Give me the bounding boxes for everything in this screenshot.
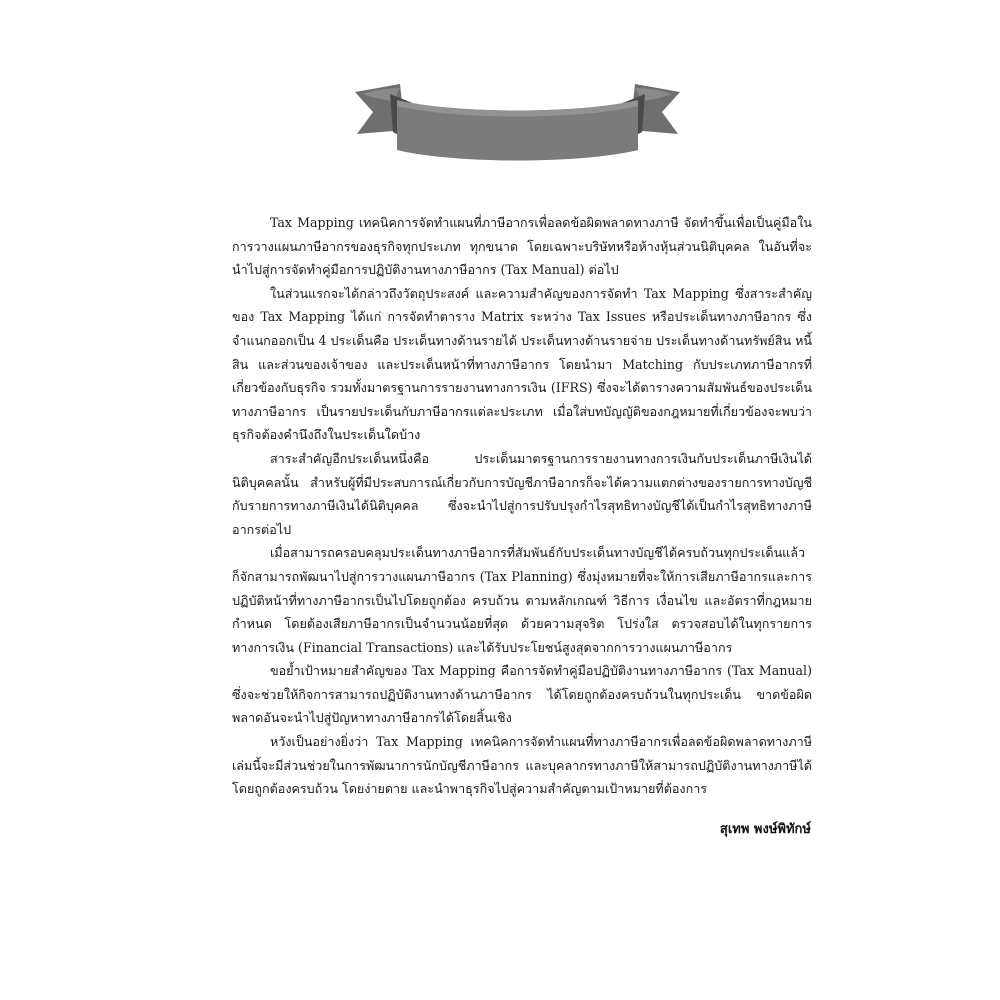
paragraph: สาระสำคัญอีกประเด็นหนึ่งคือ ประเด็นมาตรฐานการรายงานทางการเงินกับประเด็นภาษีเงินได้นิติบุคคลนั้น สำหรับผู้ที่มีประสบการณ์เกี่ยวกับการบัญชีภาษีอากรก็จะได้ความแตกต่างของรายการทางบัญชีกับรายการทางภาษีเงินได้นิติบุคคล ซึ่งจะนำไปสู่การปรับปรุงกำไรสุทธิทางบัญชีได้เป็นกำไรสุทธิทางภาษีอากรต่อไป: [232, 450, 812, 537]
paragraph: ในส่วนแรกจะได้กล่าวถึงวัตถุประสงค์ และความสำคัญของการจัดทำ Tax Mapping ซึ่งสาระสำคัญของ Tax Mapping ได้แก่ การจัดทำตาราง Matrix ระหว่าง Tax Issues หรือประเด็นทางภาษีอากร ซึ่งจำแนกออกเป็น 4 ประเด็นคือ ประเด็นทางด้านรายได้ ประเด็นทางด้านรายจ่าย ประเด็นทางด้านทรัพย์สิน หนี้สิน และส่วนของเจ้าของ และประเด็นหน้าที่ทางภาษีอากร โดยนำมา Matching กับประเภทภาษีอากรที่เกี่ยวข้องกับธุรกิจ รวมทั้งมาตรฐานการรายงานทางการเงิน (IFRS) ซึ่งจะได้ตารางความสัมพันธ์ของประเด็นทางภาษีอากร เป็นรายประเด็นกับภาษีอากรแต่ละประเภท เมื่อใส่บทบัญญัติของกฎหมายที่เกี่ยวข้องจะพบว่า ธุรกิจต้องคำนึงถึงในประเด็นใดบ้าง: [232, 285, 812, 443]
page-title: คำนำ: [135, 122, 215, 158]
paragraph: หวังเป็นอย่างยิ่งว่า Tax Mapping เทคนิคการจัดทำแผนที่ทางภาษีอากรเพื่อลดข้อผิดพลาดทางภาษี เล่มนี้จะมีส่วนช่วยในการพัฒนาการนักบัญชีภาษีอากร และบุคลากรทางภาษีให้สามารถปฏิบัติงานทางภาษีได้โดยถูกต้องครบถ้วน โดยง่ายดาย และนำพาธุรกิจไปสู่ความสำคัญตามเป้าหมายที่ต้องการ: [232, 734, 812, 797]
paragraph: Tax Mapping เทคนิคการจัดทำแผนที่ภาษีอากรเพื่อลดข้อผิดพลาดทางภาษี จัดทำขึ้นเพื่อเป็นคู่มือในการวางแผนภาษีอากรของธุรกิจทุกประเภท ทุกขนาด โดยเฉพาะบริษัทหรือห้างหุ้นส่วนนิติบุคคล ในอันที่จะนำไปสู่การจัดทำคู่มือการปฏิบัติงานทางภาษีอากร (Tax Manual) ต่อไป: [232, 215, 812, 278]
author-signature: สุเทพ พงษ์พิทักษ์: [719, 822, 811, 837]
title-ribbon-banner: [345, 72, 690, 172]
paragraph: ขอย้ำเป้าหมายสำคัญของ Tax Mapping คือการจัดทำคู่มือปฏิบัติงานทางภาษีอากร (Tax Manual) ซึ่งจะช่วยให้กิจการสามารถปฏิบัติงานทางด้านภาษีอากร ได้โดยถูกต้องครบถ้วนในทุกประเด็น ขาดข้อผิดพลาดอันจะนำไปสู่ปัญหาทางภาษีอากรได้โดยสิ้นเชิง: [232, 663, 812, 726]
paragraph: เมื่อสามารถครอบคลุมประเด็นทางภาษีอากรที่สัมพันธ์กับประเด็นทางบัญชีได้ครบถ้วนทุกประเด็นแล้ว ก็จักสามารถพัฒนาไปสู่การวางแผนภาษีอากร (Tax Planning) ซึ่งมุ่งหมายที่จะให้การเสียภาษีอากรและการปฏิบัติหน้าที่ทางภาษีอากรเป็นไปโดยถูกต้อง ครบถ้วน ตามหลักเกณฑ์ วิธีการ เงื่อนไข และอัตราที่กฎหมายกำหนด โดยต้องเสียภาษีอากรเป็นจำนวนน้อยที่สุด ด้วยความสุจริต โปร่งใส ตรวจสอบได้ในทุกรายการทางการเงิน (Financial Transactions) และได้รับประโยชน์สูงสุดจากการวางแผนภาษีอากร: [232, 545, 812, 655]
preface-body: [232, 211, 812, 801]
ribbon-graphic: [345, 72, 690, 172]
